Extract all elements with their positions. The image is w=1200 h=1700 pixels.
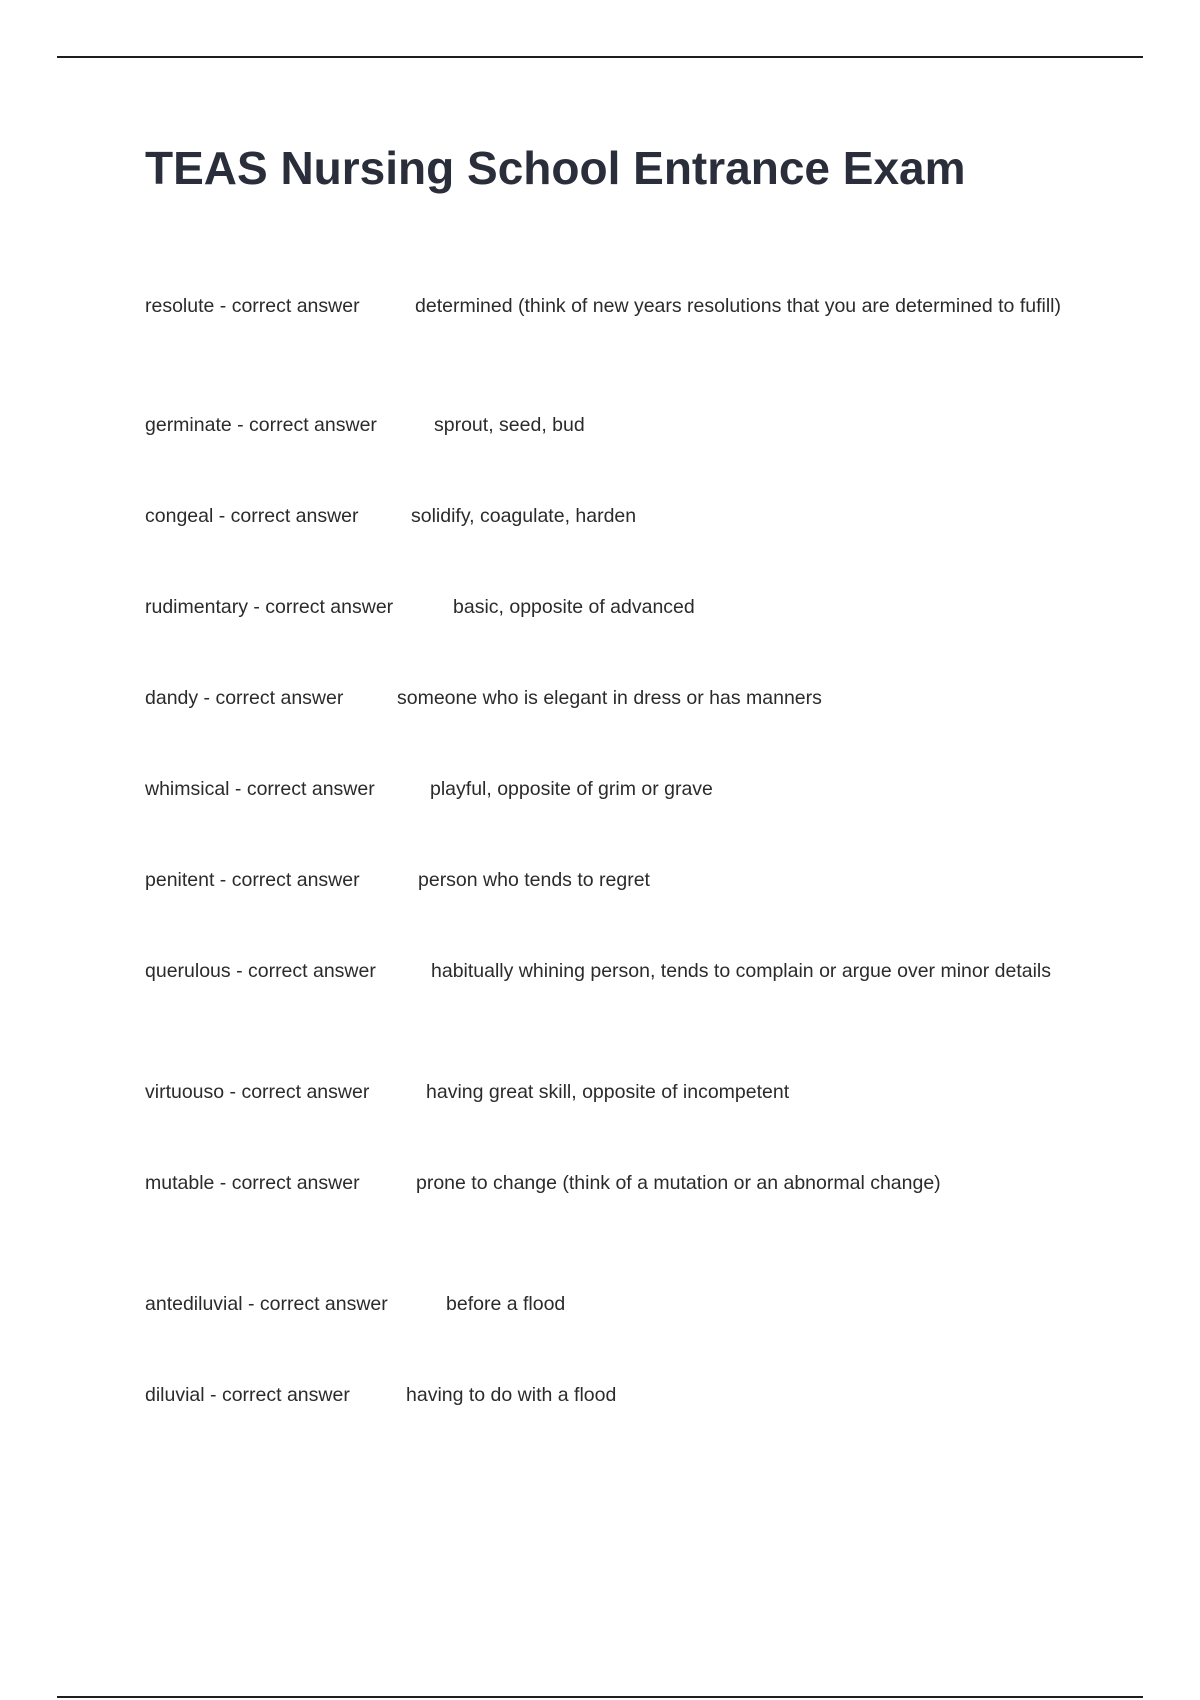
- entry-term: diluvial - correct answer: [145, 1384, 350, 1406]
- list-item: [145, 866, 1075, 895]
- list-item: [145, 684, 1075, 713]
- bottom-divider: [57, 1696, 1143, 1698]
- entry-definition: basic, opposite of advanced: [453, 596, 695, 618]
- list-item: [145, 957, 1075, 986]
- entry-term: virtuouso - correct answer: [145, 1081, 370, 1103]
- list-item: [145, 1169, 1075, 1198]
- list-item: [145, 775, 1075, 804]
- entry-term: rudimentary - correct answer: [145, 596, 394, 618]
- entry-term: resolute - correct answer: [145, 295, 360, 317]
- entry-term: penitent - correct answer: [145, 869, 360, 891]
- list-item: [145, 502, 1075, 531]
- entry-definition: having great skill, opposite of incompetent: [426, 1081, 790, 1103]
- list-item: [145, 1290, 1075, 1319]
- entry-definition: determined (think of new years resolutions that you are determined to fufill): [415, 295, 1061, 317]
- top-divider: [57, 56, 1143, 58]
- entry-term: congeal - correct answer: [145, 505, 359, 527]
- list-item: [145, 1381, 1075, 1410]
- entry-definition: before a flood: [446, 1293, 566, 1315]
- list-item: [145, 411, 1075, 440]
- entry-term: dandy - correct answer: [145, 687, 344, 709]
- entry-definition: prone to change (think of a mutation or an abnormal change): [416, 1172, 941, 1194]
- list-item: [145, 292, 1075, 321]
- entry-definition: person who tends to regret: [418, 869, 650, 891]
- entry-definition: playful, opposite of grim or grave: [430, 778, 713, 800]
- entry-definition: having to do with a flood: [406, 1384, 617, 1406]
- entry-term: querulous - correct answer: [145, 960, 376, 982]
- entry-definition: someone who is elegant in dress or has manners: [397, 687, 822, 709]
- list-item: [145, 593, 1075, 622]
- list-item: [145, 1078, 1075, 1107]
- entry-term: mutable - correct answer: [145, 1172, 360, 1194]
- entry-term: whimsical - correct answer: [145, 778, 375, 800]
- page-title: TEAS Nursing School Entrance Exam: [145, 142, 966, 194]
- entry-definition: sprout, seed, bud: [434, 414, 585, 436]
- entry-term: antediluvial - correct answer: [145, 1293, 388, 1315]
- entry-term: germinate - correct answer: [145, 414, 377, 436]
- entry-definition: habitually whining person, tends to complain or argue over minor details: [431, 960, 1052, 982]
- entry-definition: solidify, coagulate, harden: [411, 505, 637, 527]
